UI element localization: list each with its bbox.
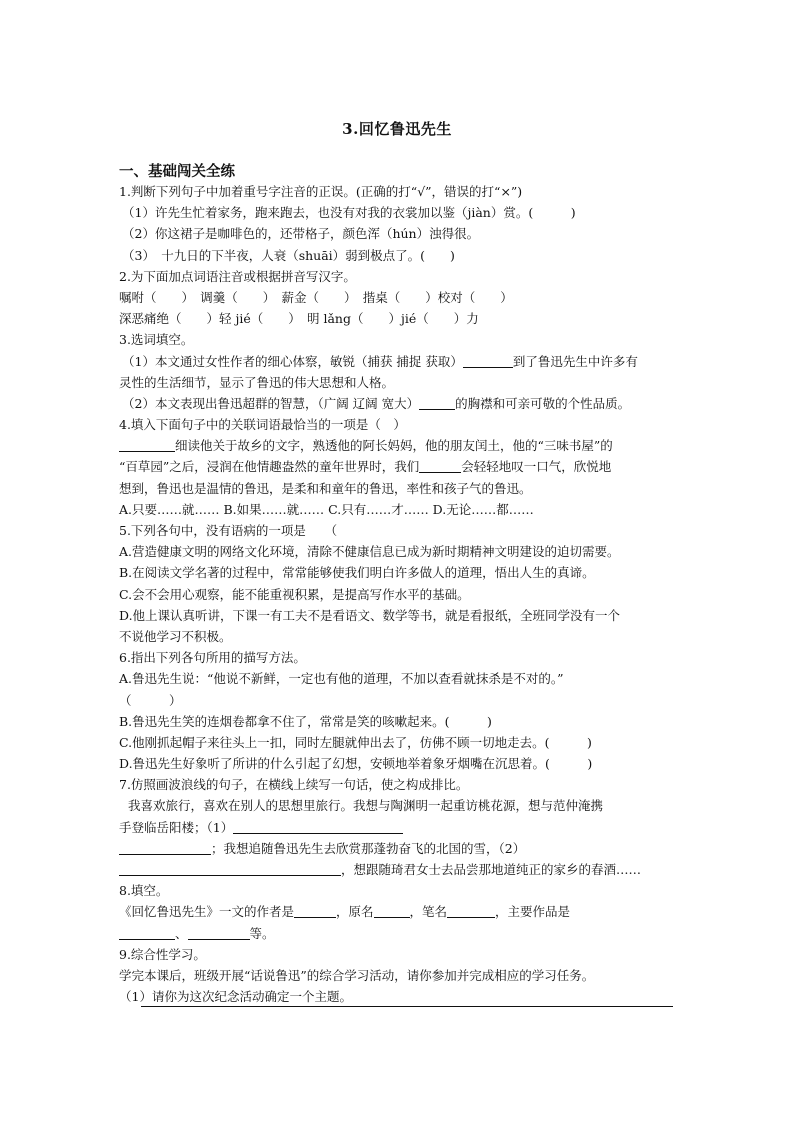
q3-blank-1[interactable] (463, 354, 513, 368)
q8-blank-pen-name[interactable] (447, 904, 495, 918)
page-title: 3.回忆鲁迅先生 (342, 120, 452, 138)
q4-stem: 4.填入下面句子中的关联词语最恰当的一项是（ ） (119, 417, 406, 433)
q8-blank-work-2[interactable] (188, 926, 250, 940)
q2-row-2: 深恶痛绝（ ）轻 jié（ ） 明 lǎng（ ）jié（ ）力 (119, 311, 479, 327)
q1-item-1: （1）许先生忙着家务，跑来跑去，也没有对我的衣裳加以鉴（jiàn）赏。( ) (122, 205, 576, 221)
q8-text-2: ，原名 (336, 904, 374, 920)
question-list (119, 181, 679, 1007)
q7-paragraph-1: 我喜欢旅行，喜欢在别人的思想里旅行。我想与陶渊明一起重访桃花源，想与范仲淹携 (128, 798, 604, 814)
q5-option-c: C.会不会用心观察，能不能重视积累，是提高写作水平的基础。 (119, 586, 470, 602)
q8-line-2 (119, 923, 679, 944)
q6-option-d: D.鲁迅先生好象听了所讲的什么引起了幻想，安顿地举着象牙烟嘴在沉思着。( ) (119, 756, 593, 772)
q8-blank-work-1[interactable] (119, 926, 175, 940)
q4-blank-2[interactable] (419, 459, 461, 473)
q5-option-b: B.在阅读文学名著的过程中，常常能够使我们明白许多做人的道理，悟出人生的真谛。 (119, 565, 595, 581)
q8-line-1 (119, 901, 679, 922)
q3-item-1-text-a: （1）本文通过女性作者的细心体察，敏锐（捕获 捕捉 获取） (122, 353, 463, 369)
q4-blank-1[interactable] (119, 438, 175, 452)
q8-blank-author[interactable] (294, 904, 336, 918)
q3-stem: 3.选词填空。 (119, 332, 194, 348)
q7-paragraph-3-text: ；我想追随鲁迅先生去欣赏那蓬勃奋飞的北国的雪，（2） (211, 840, 526, 856)
q3-item-1-text-b: 到了鲁迅先生中许多有 (512, 353, 638, 369)
q6-option-b: B.鲁迅先生笑的连烟卷都拿不住了，常常是笑的咳嗽起来。( ) (119, 713, 492, 729)
q4-line-3: 想到，鲁迅也是温情的鲁迅，是柔和和童年的鲁迅，率性和孩子气的鲁迅。 (119, 480, 532, 496)
q8-stem: 8.填空。 (119, 883, 169, 899)
q1-stem: 1.判断下列句子中加着重号字注音的正误。(正确的打“√”，错误的打“×”) (119, 184, 523, 199)
q7-paragraph-3 (119, 838, 679, 859)
q4-line-2-text-a: “百草园”之后，浸润在他情趣盎然的童年世界时，我们 (119, 459, 420, 475)
q8-text-4: ，主要作品是 (495, 904, 571, 920)
q5-option-a: A.营造健康文明的网络文化环境，清除不健康信息已成为新时期精神文明建设的迫切需要。 (119, 544, 620, 560)
q3-item-1-cont: 灵性的生活细节，显示了鲁迅的伟大思想和人格。 (119, 374, 395, 390)
q3-item-1 (119, 351, 679, 372)
q5-stem: 5.下列各句中，没有语病的一项是 （ (119, 523, 338, 538)
q4-options: A.只要……就…… B.如果……就…… C.只有……才…… D.无论……都…… (119, 501, 534, 517)
q8-blank-original-name[interactable] (374, 904, 410, 918)
q7-paragraph-4-text: ，想跟随琦君女士去品尝那地道纯正的家乡的春酒…… (341, 862, 642, 877)
q8-text-5: 、 (175, 925, 188, 941)
q3-item-2 (119, 393, 679, 414)
q7-paragraph-4 (119, 859, 679, 880)
q6-option-c: C.他刚抓起帽子来往头上一扣，同时左腿就伸出去了，仿佛不顾一切地走去。( ) (119, 734, 592, 750)
q8-text-6: 等。 (249, 925, 275, 941)
q7-blank-2[interactable] (119, 862, 341, 876)
q3-item-2-text-b: 的胸襟和可亲可敬的个性品质。 (455, 395, 631, 411)
q1-item-2: （2）你这裙子是咖啡色的，还带格子，颜色浑（hún）浊得很。 (122, 226, 480, 242)
q2-stem: 2.为下面加点词语注音或根据拼音写汉字。 (119, 268, 356, 284)
q9-stem: 9.综合性学习。 (119, 946, 206, 962)
q7-paragraph-2-text: 手登临岳阳楼；（1） (119, 819, 234, 835)
q7-blank-1b[interactable] (119, 841, 211, 855)
q6-option-a: A.鲁迅先生说：“他说不新鲜，一定也有他的道理，不加以查看就抹杀是不对的。” (119, 671, 564, 687)
q1-item-3: （3） 十九日的下半夜，人衰（shuāi）弱到极点了。( ) (122, 247, 455, 263)
q6-stem: 6.指出下列各句所用的描写方法。 (119, 650, 306, 666)
q3-blank-2[interactable] (419, 396, 455, 410)
q6-option-a-answer: （ ） (119, 692, 182, 708)
q2-row-1: 嘱咐（ ） 调羹（ ） 薪金（ ） 揩桌（ ）校对（ ） (119, 289, 513, 305)
q8-text-1: 《回忆鲁迅先生》一文的作者是 (119, 904, 295, 920)
q7-paragraph-2 (119, 817, 679, 838)
section-title: 一、基础闯关全练 (119, 163, 235, 180)
q4-line-2 (119, 456, 679, 477)
q9-intro: 学完本课后，班级开展“话说鲁迅”的综合学习活动，请你参加并完成相应的学习任务。 (119, 967, 595, 983)
q8-text-3: ，笔名 (409, 904, 448, 920)
q9-answer-line[interactable] (141, 1006, 673, 1007)
q4-line-2-text-b: 会轻轻地叹一口气，欣悦地 (461, 459, 612, 475)
q7-stem: 7.仿照画波浪线的句子，在横线上续写一句话，使之构成排比。 (119, 777, 469, 793)
q4-line-1-text: 细读他关于故乡的文字，熟透他的阿长妈妈，他的朋友闰土，他的“三味书屋”的 (175, 438, 613, 454)
q7-blank-1a[interactable] (233, 820, 403, 834)
q9-item-1: （1）请你为这次纪念活动确定一个主题。 (119, 989, 352, 1005)
q5-option-d-cont: 不说他学习不积极。 (119, 628, 232, 644)
q4-line-1 (119, 435, 679, 456)
q5-option-d: D.他上课认真听讲，下课一有工夫不是看语文、数学等书，就是看报纸，全班同学没有一个 (119, 607, 621, 623)
q3-item-2-text-a: （2）本文表现出鲁迅超群的智慧，（广阔 辽阔 宽大） (122, 395, 420, 411)
